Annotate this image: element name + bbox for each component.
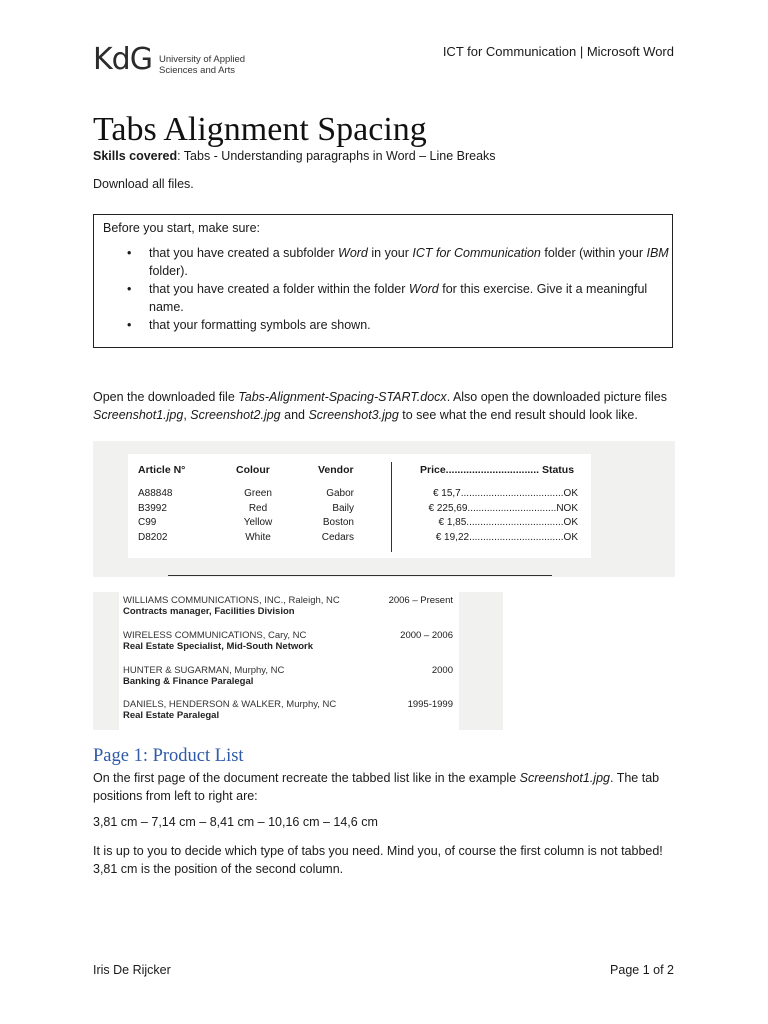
cell-vendor: Cedars: [321, 532, 354, 543]
text-run: Word: [408, 282, 439, 296]
cell-vendor: Baily: [332, 503, 354, 514]
text-run: . Also open the downloaded picture files: [446, 390, 667, 404]
cell-price: € 1,85...................................OK: [438, 517, 578, 528]
company: DANIELS, HENDERSON & WALKER, Murphy, NC: [123, 699, 337, 710]
company: HUNTER & SUGARMAN, Murphy, NC: [123, 665, 285, 676]
bullet-icon: •: [127, 282, 132, 296]
text-run: Screenshot1.jpg: [93, 407, 184, 422]
cell-price: € 225,69................................NOK: [428, 503, 578, 514]
footer-author: Iris De Rijcker: [93, 963, 171, 977]
text-run: Word: [338, 246, 368, 260]
company: WIRELESS COMMUNICATIONS, Cary, NC: [123, 630, 307, 641]
text-run: for this exercise. Give it a meaningful name.: [149, 282, 648, 314]
text-run: folder (within your: [540, 246, 647, 260]
text-run: On the first page of the document recreate the tabbed list like in the example: [93, 771, 520, 785]
cell-vendor: Gabor: [326, 488, 354, 499]
list-item: [127, 281, 669, 316]
header-price-status: Price................................ Status: [420, 464, 575, 476]
company: WILLIAMS COMMUNICATIONS, INC., Raleigh, NC: [123, 595, 340, 606]
bullet-icon: •: [127, 246, 132, 260]
header-vendor: Vendor: [318, 464, 354, 476]
skills-text: : Tabs - Understanding paragraphs in Word – Line Breaks: [177, 149, 496, 163]
cell-vendor: Boston: [322, 517, 354, 528]
screenshot2-employment-list: [93, 592, 503, 730]
cell-colour: Red: [248, 503, 268, 514]
document-title: Tabs Alignment Spacing: [93, 111, 427, 148]
cell-colour: Yellow: [243, 517, 273, 528]
text-run: ICT for Communication: [412, 246, 541, 260]
section-heading: Page 1: Product List: [93, 746, 244, 766]
cell-article: D8202: [138, 532, 168, 543]
text-run: Screenshot3.jpg: [308, 407, 399, 422]
list-item: [127, 245, 669, 280]
role: Contracts manager, Facilities Division: [123, 606, 295, 617]
header-colour: Colour: [236, 464, 270, 476]
cell-article: C99: [138, 517, 157, 528]
screenshot2-page: [119, 592, 459, 730]
footer-page-number: Page 1 of 2: [610, 963, 674, 977]
page1-instruction: [93, 769, 675, 805]
cell-article: A88848: [138, 488, 173, 499]
tab-positions: 3,81 cm – 7,14 cm – 8,41 cm – 10,16 cm – 14,6 cm: [93, 815, 378, 829]
role: Real Estate Specialist, Mid-South Network: [123, 641, 314, 652]
prerequisites-list: [94, 245, 669, 335]
text-run: that you have created a folder within the folder: [149, 282, 409, 296]
header-course: ICT for Communication | Microsoft Word: [442, 44, 674, 59]
header-article: Article N°: [138, 464, 186, 476]
open-files-paragraph: [93, 389, 675, 424]
role: Real Estate Paralegal: [123, 710, 220, 721]
logo-line-1: University of Applied: [159, 54, 246, 65]
text-run: Screenshot1.jpg: [519, 771, 610, 785]
divider-line: [168, 575, 552, 576]
box-title: Before you start, make sure:: [103, 221, 261, 235]
text-run: Screenshot2.jpg: [190, 407, 281, 422]
cell-price: € 15,7.....................................OK: [432, 488, 578, 499]
text-run: Tabs-Alignment-Spacing-START.docx: [238, 390, 447, 404]
tabs-note: It is up to you to decide which type of tabs you need. Mind you, of course the first column is not tabbed! 3,81 cm is the position of the second column.: [93, 844, 663, 876]
list-item: [127, 317, 669, 335]
kdg-logo: [93, 44, 273, 84]
cell-article: B3992: [138, 503, 167, 514]
logo-mark: KdG: [93, 42, 152, 77]
text-run: to see what the end result should look like.: [398, 407, 638, 422]
list-item: [123, 699, 453, 721]
years: 2000: [431, 665, 453, 676]
years: 1995-1999: [407, 699, 453, 710]
years: 2006 – Present: [388, 595, 453, 606]
text-run: IBM: [646, 246, 669, 260]
text-run: and: [280, 407, 309, 422]
list-item: [123, 595, 453, 617]
role: Banking & Finance Paralegal: [123, 676, 254, 687]
text-run: that you have created a subfolder: [149, 246, 339, 260]
text-run: . The tab positions from left to right are:: [93, 771, 660, 803]
text-run: folder).: [149, 263, 188, 278]
years: 2000 – 2006: [400, 630, 453, 641]
logo-text: [159, 54, 245, 76]
prerequisites-box: [93, 214, 673, 348]
cell-colour: Green: [244, 488, 272, 499]
cell-colour: White: [245, 532, 271, 543]
download-instruction: Download all files.: [93, 177, 194, 191]
list-item: [123, 630, 453, 652]
text-run: in your: [367, 246, 413, 260]
logo-line-2: Sciences and Arts: [159, 65, 236, 76]
text-run: Open the downloaded file: [93, 390, 239, 404]
skills-label: Skills covered: [93, 149, 178, 163]
text-run: ,: [183, 407, 191, 422]
cell-price: € 19,22..................................OK: [435, 532, 578, 543]
screenshot1-product-table: [128, 454, 591, 558]
list-item: [123, 665, 453, 687]
bullet-icon: •: [127, 318, 132, 332]
skills-covered: [93, 149, 496, 163]
text-run: that your formatting symbols are shown.: [149, 318, 371, 332]
